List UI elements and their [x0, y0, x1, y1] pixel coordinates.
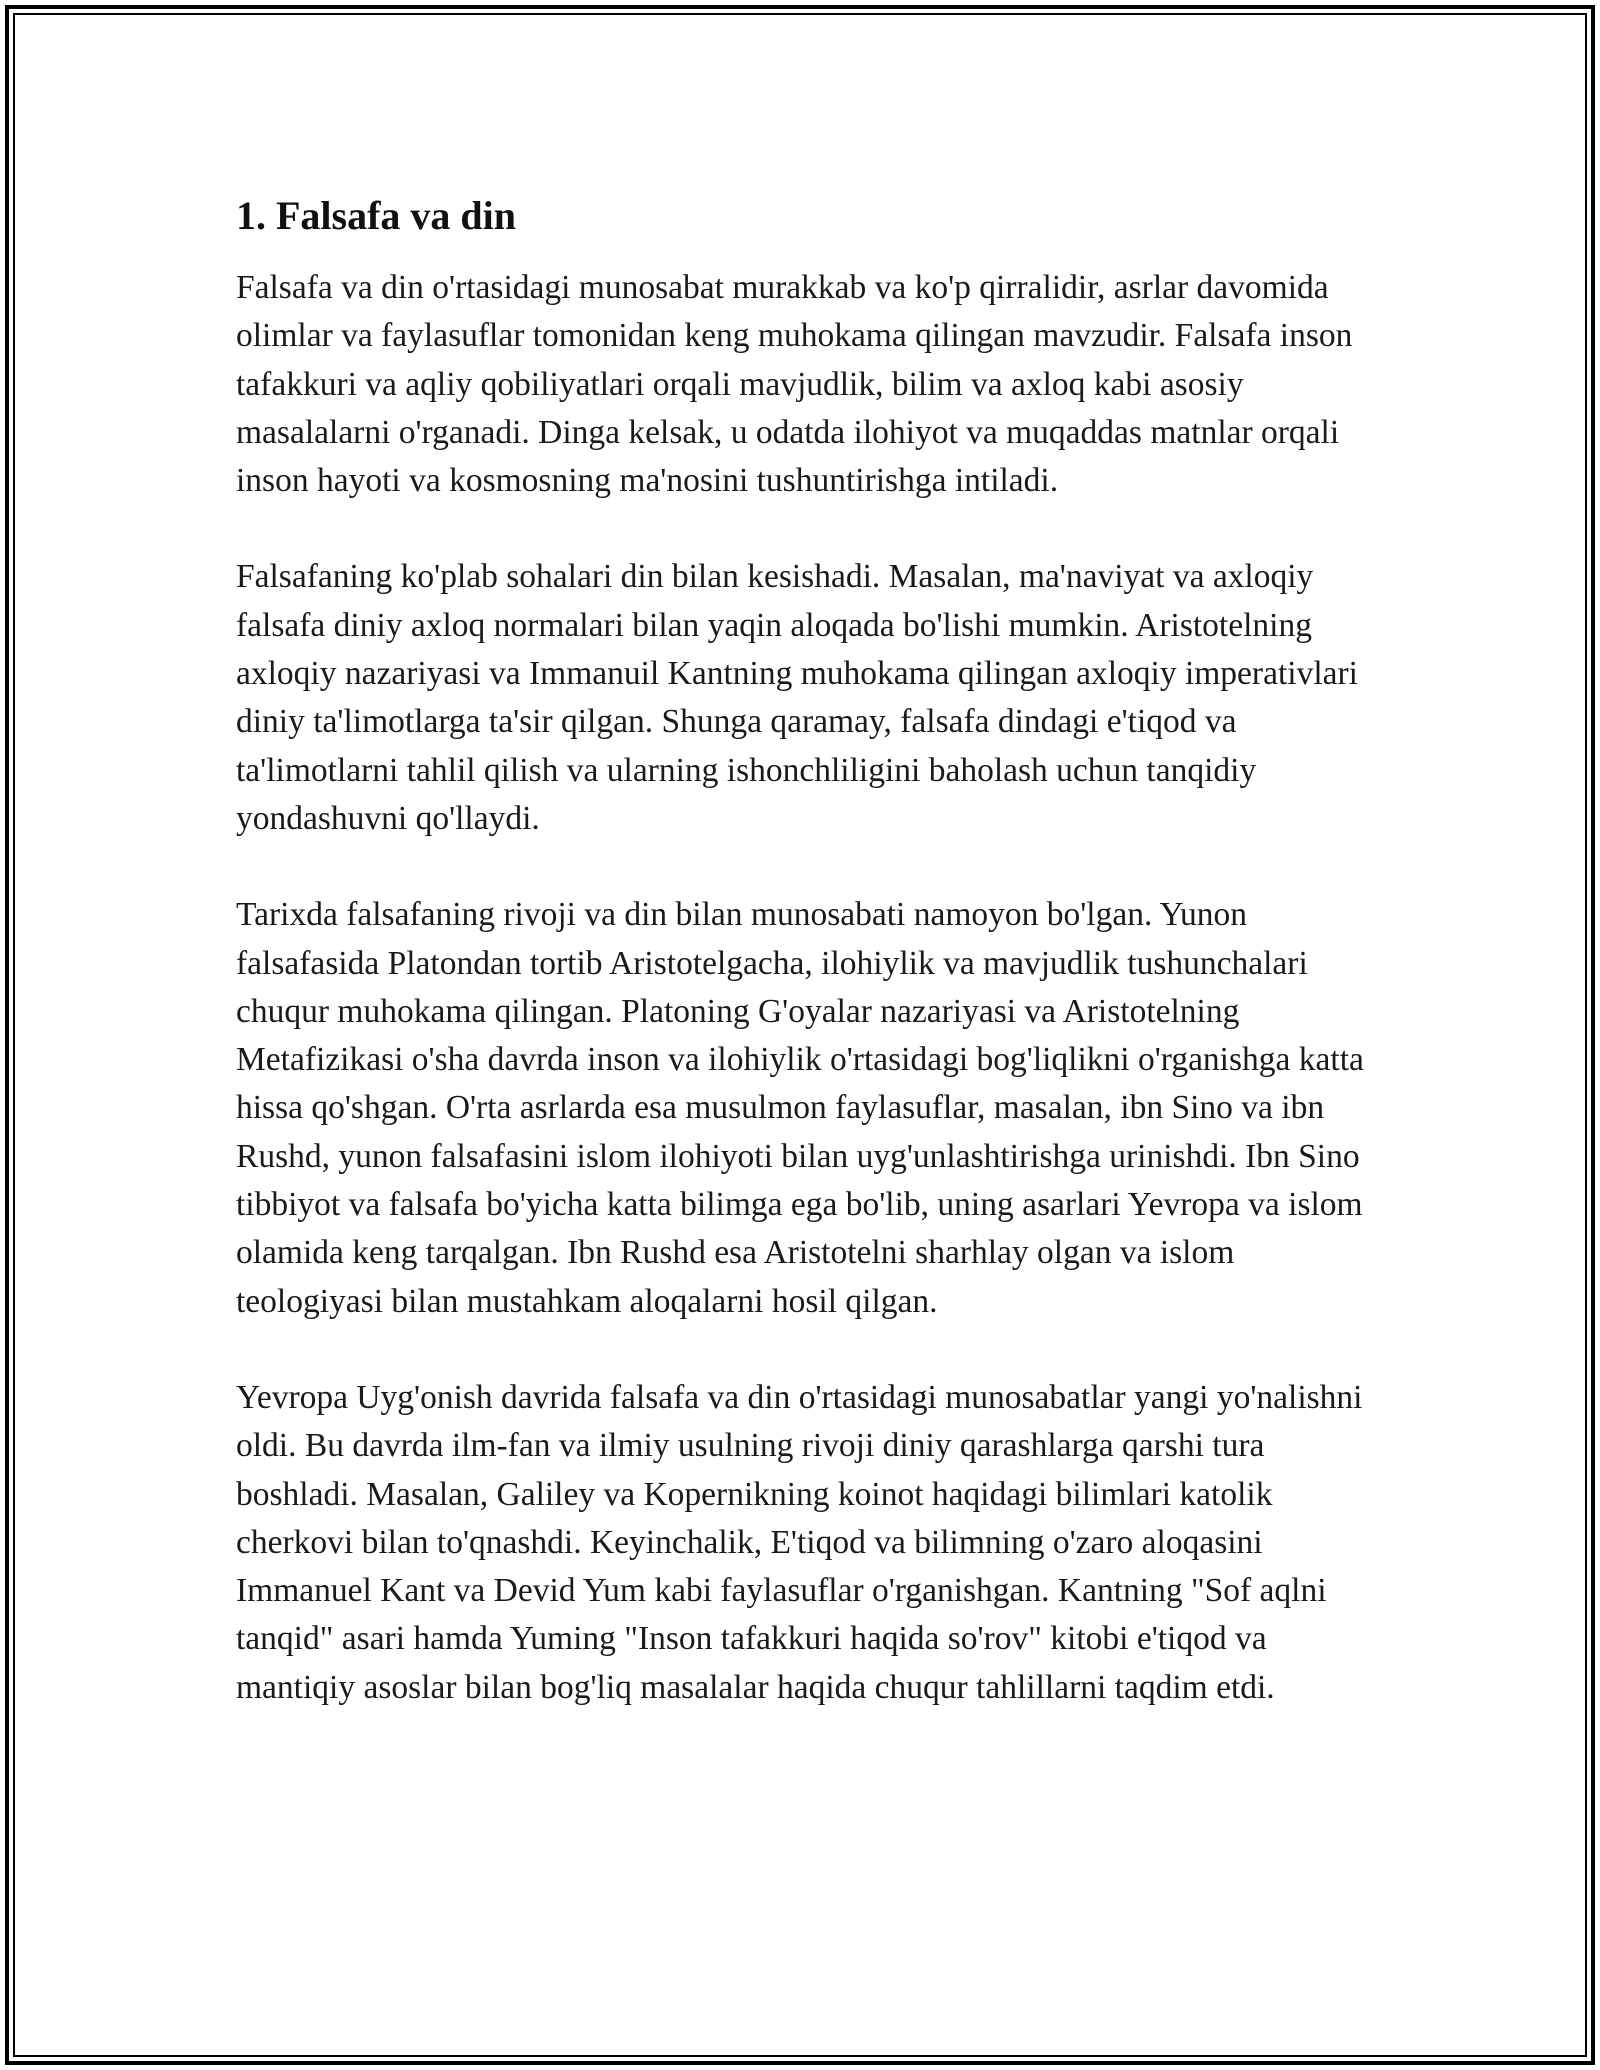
- paragraph-2: Falsafaning ko'plab sohalari din bilan kesishadi. Masalan, ma'naviyat va axloqiy falsafa diniy axloq normalari bilan yaqin aloqada bo'lishi mumkin. Aristotelning axloqiy nazariyasi va Immanuil Kantning muhokama qilingan axloqiy imperativlari diniy ta'limotlarga ta'sir qilgan. Shunga qaramay, falsafa dindagi e'tiqod va ta'limotlarni tahlil qilish va ularning ishonchliligini baholash uchun tanqidiy yondashuvni qo'llaydi.: [236, 558, 1358, 837]
- paragraph-3: Tarixda falsafaning rivoji va din bilan munosabati namoyon bo'lgan. Yunon falsafasida Platondan tortib Aristotelgacha, ilohiylik va mavjudlik tushunchalari chuqur muhokama qilingan. Platoning G'oyalar nazariyasi va Aristotelning Metafizikasi o'sha davrda inson va ilohiylik o'rtasidagi bog'liqlikni o'rganishga katta hissa qo'shgan. O'rta asrlarda esa musulmon faylasuflar, masalan, ibn Sino va ibn Rushd, yunon falsafasini islom ilohiyoti bilan uyg'unlashtirishga urinishdi. Ibn Sino tibbiyot va falsafa bo'yicha katta bilimga ega bo'lib, uning asarlari Yevropa va islom olamida keng tarqalgan. Ibn Rushd esa Aristotelni sharhlay olgan va islom teologiyasi bilan mustahkam aloqalarni hosil qilgan.: [236, 896, 1364, 1320]
- paragraph-1: Falsafa va din o'rtasidagi munosabat murakkab va ko'p qirralidir, asrlar davomida olimlar va faylasuflar tomonidan keng muhokama qilingan mavzudir. Falsafa inson tafakkuri va aqliy qobiliyatlari orqali mavjudlik, bilim va axloq kabi asosiy masalalarni o'rganadi. Dinga kelsak, u odatda ilohiyot va muqaddas matnlar orqali inson hayoti va kosmosning ma'nosini tushuntirishga intiladi.: [236, 269, 1353, 500]
- paragraph-4: Yevropa Uyg'onish davrida falsafa va din o'rtasidagi munosabatlar yangi yo'nalishni oldi. Bu davrda ilm-fan va ilmiy usulning rivoji diniy qarashlarga qarshi tura boshladi. Masalan, Galiley va Kopernikning koinot haqidagi bilimlari katolik cherkovi bilan to'qnashdi. Keyinchalik, E'tiqod va bilimning o'zaro aloqasini Immanuel Kant va Devid Yum kabi faylasuflar o'rganishgan. Kantning "Sof aqlni tanqid" asari hamda Yuming "Inson tafakkuri haqida so'rov" kitobi e'tiqod va mantiqiy asoslar bilan bog'liq masalalar haqida chuqur tahlillarni taqdim etdi.: [236, 1378, 1363, 1706]
- section-heading: 1. Falsafa va din: [236, 193, 517, 238]
- document-body: [236, 190, 1386, 1760]
